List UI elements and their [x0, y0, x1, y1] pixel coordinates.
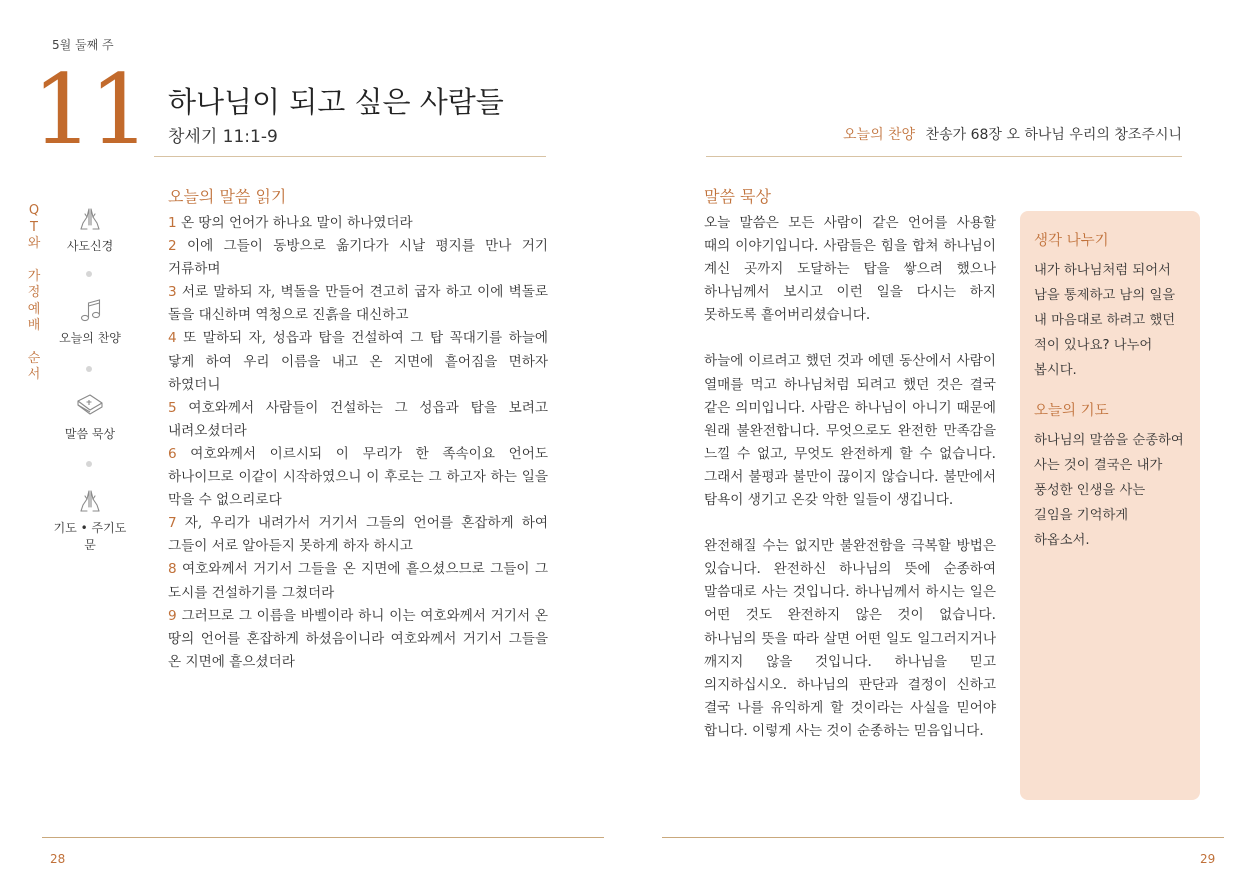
scripture-reference: 창세기 11:1-9: [168, 127, 278, 147]
share-heading: 생각 나누기: [1034, 233, 1109, 249]
vertical-char: 서: [27, 367, 41, 382]
sidebar-item-label: 말씀 묵상: [64, 427, 116, 441]
vertical-char: 예: [27, 301, 41, 317]
verse: [168, 212, 548, 235]
header-rule-left: [154, 156, 546, 157]
meditation-paragraph: 하늘에 이르려고 했던 것과 에덴 동산에서 사람이 열매를 먹고 하나님처럼 되려고 했던 것은 결국 같은 의미입니다. 사람은 하나님이 아니기 때문에 원래 불완전합니다. 무엇으로도 완전한 만족감을 느낄 수 없고, 무엇도 완전하게 할 수 없습니다. 그래서 불평과 불만이 끊이지 않습니다. 불만에서 탐욕이 생기고 온갖 악한 일들이 생깁니다.: [704, 353, 996, 509]
vertical-char: 배: [27, 318, 41, 333]
verse-number: 2: [168, 238, 177, 255]
sidebar-dot: [86, 461, 92, 467]
bible-icon: [75, 391, 105, 421]
verse-text: 서로 말하되 자, 벽돌을 만들어 견고히 굽자 하고 이에 벽돌로 돌을 대신하며 역청으로 진흙을 대신하고: [168, 284, 548, 324]
sidebar-dot: [86, 271, 92, 277]
footer-rule-left: [42, 837, 604, 838]
verse-text: 자, 우리가 내려가서 거기서 그들의 언어를 혼잡하게 하여 그들이 서로 알아듣지 못하게 하자 하시고: [168, 515, 548, 555]
verse: [168, 327, 548, 396]
sidebar-item-label: 오늘의 찬양: [59, 331, 121, 345]
sidebar-item-prayer[interactable]: [50, 487, 130, 553]
sidebar-item-creed[interactable]: [50, 205, 130, 254]
verse: [168, 443, 548, 512]
sidebar-item-meditation[interactable]: [50, 391, 130, 442]
share-text: 내가 하나님처럼 되어서 남을 통제하고 남의 일을 내 마음대로 하려고 했던 적이 있나요? 나누어 봅시다.: [1034, 263, 1176, 378]
verse-number: 6: [168, 445, 177, 462]
vertical-char: 가: [27, 268, 41, 284]
footer-rule-right: [662, 837, 1224, 838]
discussion-box: [1020, 211, 1200, 800]
reading-heading: 오늘의 말씀 읽기: [168, 187, 287, 206]
praying-hands-icon: [76, 487, 104, 515]
meditation-paragraph: 완전해질 수는 없지만 불완전함을 극복할 방법은 있습니다. 완전하신 하나님의 뜻에 순종하여 말씀대로 사는 것입니다. 하나님께서 하시는 일은 어떤 것도 완전하지 않은 것이 없습니다. 하나님의 뜻을 따라 살면 어떤 일도 일그러지거나 깨지지 않을 것입니다. 하나님을 믿고 의지하십시오. 하나님의 판단과 결정이 신하고 결국 나를 유익하게 할 것이라는 사실을 믿어야 합니다. 이렇게 사는 것이 순종하는 믿음입니다.: [704, 538, 996, 739]
verse: [168, 558, 548, 604]
verse-list: [168, 212, 548, 674]
hymn-text: 찬송가 68장 오 하나님 우리의 창조주시니: [925, 127, 1182, 143]
sidebar-item-hymn[interactable]: [50, 297, 130, 346]
page-title: 하나님이 되고 싶은 사람들: [168, 85, 504, 119]
meditation-paragraph: 오늘 말씀은 모든 사람이 같은 언어를 사용할 때의 이야기입니다. 사람들은 힘을 합쳐 하나님이 계신 곳까지 도달하는 탑을 쌓으려 했으나 하나님께서 보시고 이런 일을 다시는 하지 못하도록 흩어버리셨습니다.: [704, 215, 996, 324]
sidebar-dot: [86, 366, 92, 372]
vertical-gap: [26, 335, 42, 351]
vertical-char: 정: [27, 285, 41, 300]
day-number: 11: [32, 54, 147, 166]
week-label: 5월 둘째 주: [52, 38, 114, 52]
verse: [168, 281, 548, 327]
verse-number: 4: [168, 330, 177, 347]
verse-text: 여호와께서 사람들이 건설하는 그 성읍과 탑을 보려고 내려오셨더라: [168, 399, 548, 439]
page-number-right: 29: [1200, 852, 1216, 866]
verse-text: 또 말하되 자, 성읍과 탑을 건설하여 그 탑 꼭대기를 하늘에 닿게 하여 우리 이름을 내고 온 지면에 흩어짐을 면하자 하였더니: [168, 330, 548, 393]
verse-text: 온 땅의 언어가 하나요 말이 하나였더라: [176, 215, 413, 231]
vertical-char: 순: [27, 350, 41, 366]
verse-number: 7: [168, 515, 177, 532]
sidebar-item-label: 기도 • 주기도문: [53, 521, 127, 552]
prayer-heading: 오늘의 기도: [1034, 403, 1109, 419]
verse: [168, 605, 548, 674]
praying-hands-icon: [76, 205, 104, 233]
header-rule-right: [706, 156, 1182, 157]
verse-text: 여호와께서 이르시되 이 무리가 한 족속이요 언어도 하나이므로 이같이 시작하였으니 이 후로는 그 하고자 하는 일을 막을 수 없으리로다: [168, 445, 548, 509]
verse-text: 여호와께서 거기서 그들을 온 지면에 흩으셨으므로 그들이 그 도시를 건설하기를 그쳤더라: [168, 561, 548, 601]
verse: [168, 397, 548, 443]
verse-number: 9: [168, 607, 177, 624]
verse-text: 이에 그들이 동방으로 옮기다가 시날 평지를 만나 거기 거류하며: [168, 238, 548, 278]
sidebar-item-label: 사도신경: [66, 239, 114, 253]
verse-number: 5: [168, 399, 177, 416]
vertical-char: T: [30, 219, 38, 235]
meditation-body: [704, 212, 996, 766]
verse-number: 3: [168, 284, 177, 301]
page-number-left: 28: [50, 852, 66, 866]
hymn-label: 오늘의 찬양: [843, 127, 916, 143]
vertical-gap: [26, 253, 42, 269]
vertical-section-label: [26, 203, 42, 384]
vertical-char: Q: [28, 203, 40, 218]
hymn-line: [843, 124, 1182, 144]
verse-text: 그러므로 그 이름을 바벨이라 하니 이는 여호와께서 거기서 온 땅의 언어를 혼잡하게 하셨음이니라 여호와께서 거기서 그들을 온 지면에 흩으셨더라: [168, 607, 548, 670]
verse-number: 8: [168, 561, 177, 578]
prayer-text: 하나님의 말씀을 순종하여 사는 것이 결국은 내가 풍성한 인생을 사는 길임을 기억하게 하옵소서.: [1034, 433, 1184, 548]
vertical-char: 와: [27, 236, 41, 251]
verse: [168, 512, 548, 558]
meditation-heading: 말씀 묵상: [704, 187, 771, 206]
verse-number: 1: [168, 215, 177, 231]
music-note-icon: [76, 297, 104, 325]
verse: [168, 235, 548, 281]
